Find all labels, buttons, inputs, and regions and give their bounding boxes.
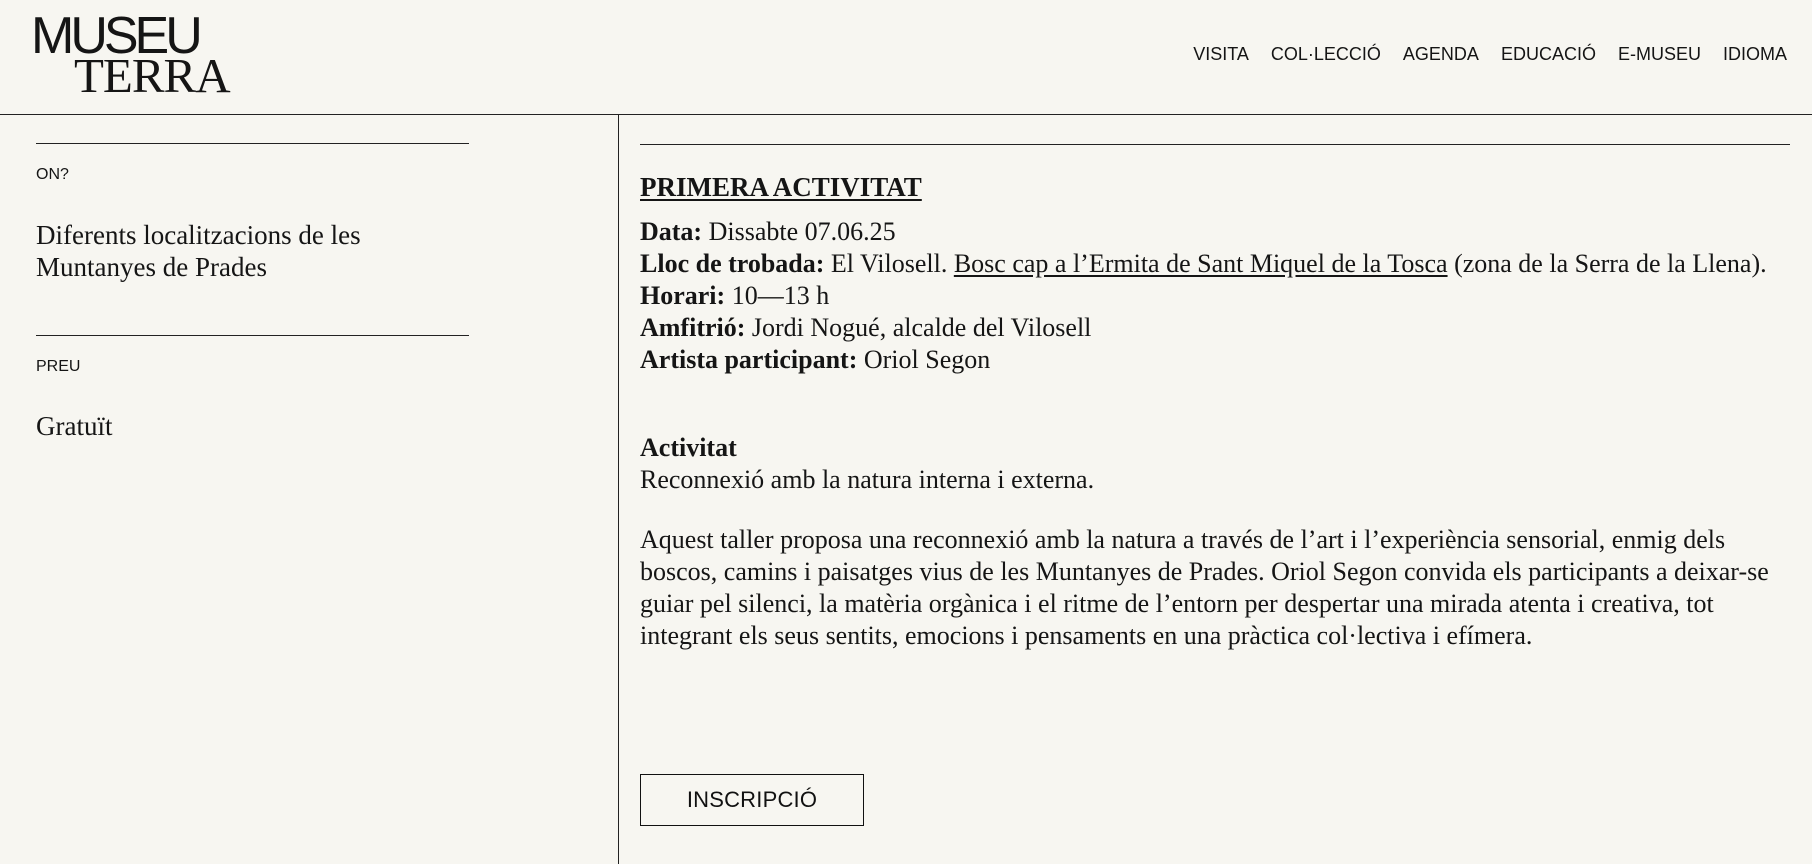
activity-main-content bbox=[620, 115, 1812, 864]
content-divider bbox=[640, 144, 1790, 145]
logo-line-terra: TERRA bbox=[74, 48, 230, 103]
meeting-point-link[interactable]: Bosc cap a l’Ermita de Sant Miquel de la Tosca bbox=[953, 249, 1448, 278]
main-navigation bbox=[1193, 43, 1787, 65]
schedule-detail bbox=[640, 280, 1790, 312]
location-section bbox=[36, 143, 469, 334]
location-line-2: Muntanyes de Prades bbox=[36, 252, 267, 282]
nav-item-e-museu[interactable]: E-MUSEU bbox=[1617, 44, 1701, 64]
schedule-label: Horari: bbox=[640, 281, 726, 310]
event-info-sidebar bbox=[0, 115, 619, 864]
host-label: Amfitrió: bbox=[640, 313, 746, 342]
host-detail bbox=[640, 312, 1790, 344]
artist-label: Artista participant: bbox=[640, 345, 858, 374]
activity-details bbox=[640, 171, 1790, 678]
price-label: PREU bbox=[36, 358, 81, 375]
meeting-point-suffix: (zona de la Serra de la Llena). bbox=[1447, 249, 1767, 278]
artist-value: Oriol Segon bbox=[857, 345, 991, 374]
activity-description: Aquest taller proposa una reconnexió amb la natura a través de l’art i l’experiència sensorial, enmig dels boscos, camins i paisatges vius de les Muntanyes de Prades. Oriol Segon convida els participants a deixar-se guiar pel silenci, la matèria orgànica i el ritme de l’entorn per despertar una mirada atenta i creativa, tot integrant els seus sentits, emocions i pensaments en una pràctica col·lectiva i efímera. bbox=[640, 525, 1769, 650]
schedule-value: 10—13 h bbox=[725, 281, 830, 310]
nav-item-agenda[interactable]: AGENDA bbox=[1402, 44, 1479, 64]
location-label: ON? bbox=[36, 166, 69, 183]
activity-details-list bbox=[640, 216, 1790, 376]
nav-item-idioma[interactable]: IDIOMA bbox=[1722, 44, 1787, 64]
activity-subtitle: Reconnexió amb la natura interna i externa. bbox=[640, 465, 1095, 494]
meeting-point-prefix: El Vilosell. bbox=[824, 249, 954, 278]
date-value: Dissabte 07.06.25 bbox=[702, 217, 896, 246]
meeting-point-label: Lloc de trobada: bbox=[640, 249, 825, 278]
museum-logo[interactable] bbox=[31, 7, 261, 103]
registration-button[interactable]: INSCRIPCIÓ bbox=[640, 774, 864, 826]
meeting-point-detail bbox=[640, 248, 1790, 280]
price-section bbox=[36, 335, 469, 486]
price-value: Gratuït bbox=[36, 411, 113, 441]
nav-item-colleccio[interactable]: COL·LECCIÓ bbox=[1270, 44, 1381, 64]
activity-heading: Activitat bbox=[640, 433, 737, 462]
nav-item-visita[interactable]: VISITA bbox=[1193, 44, 1249, 64]
activity-title: PRIMERA ACTIVITAT bbox=[640, 172, 922, 202]
date-detail bbox=[640, 216, 1790, 248]
site-header bbox=[0, 0, 1812, 115]
location-value bbox=[36, 219, 361, 283]
location-line-1: Diferents localitzacions de les bbox=[36, 220, 361, 250]
logo-line-museu: MUSEU bbox=[31, 7, 199, 65]
artist-detail bbox=[640, 344, 1790, 376]
host-value: Jordi Nogué, alcalde del Vilosell bbox=[745, 313, 1092, 342]
date-label: Data: bbox=[640, 217, 703, 246]
nav-item-educacio[interactable]: EDUCACIÓ bbox=[1500, 44, 1596, 64]
